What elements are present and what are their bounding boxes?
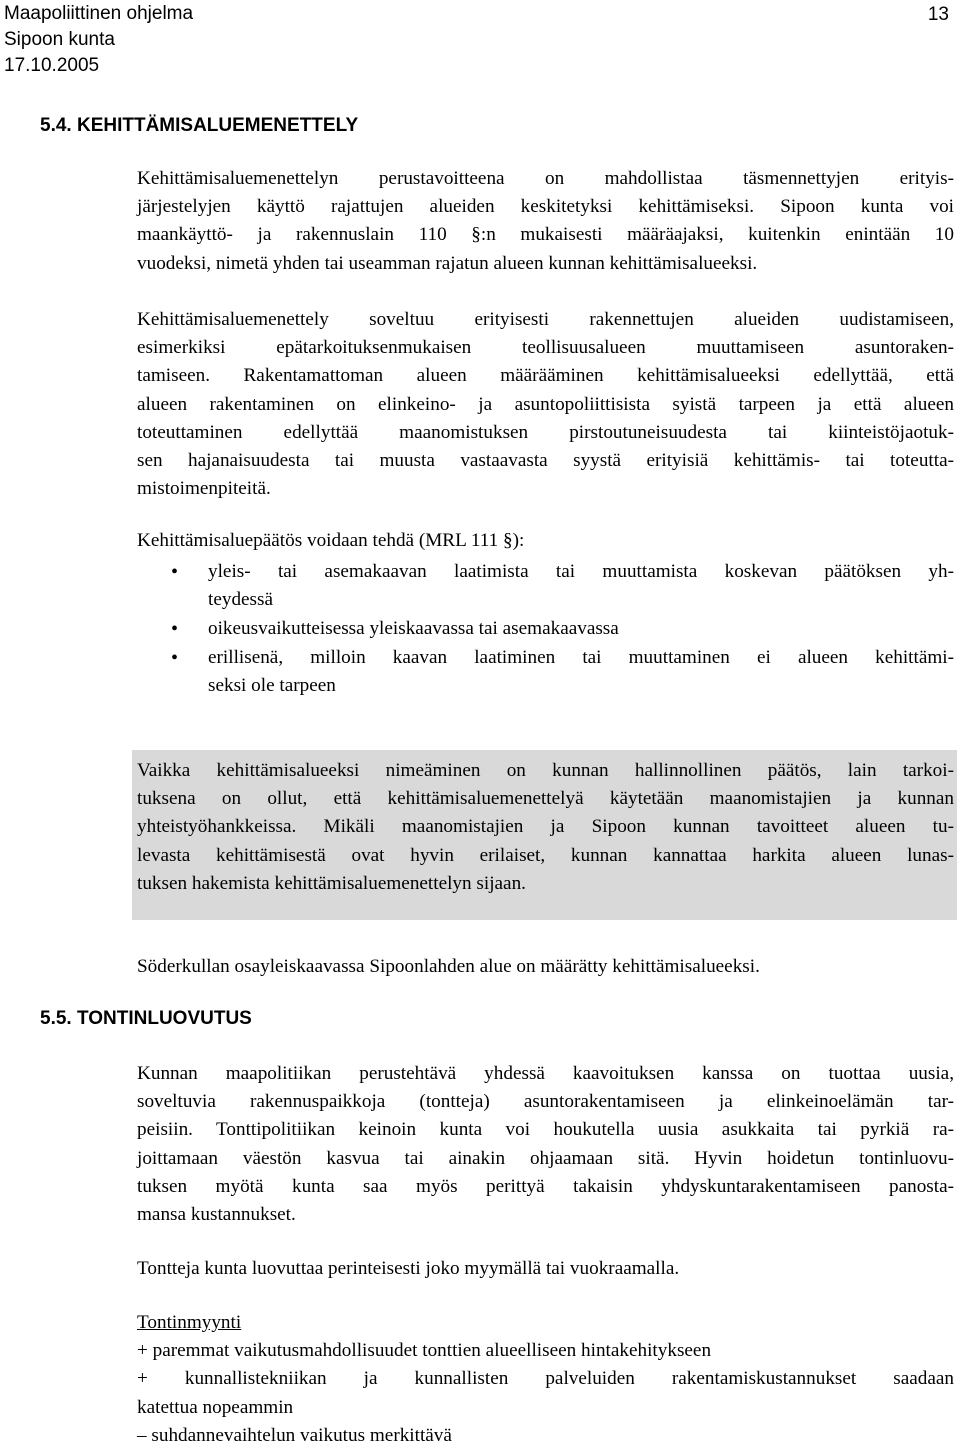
text-line: Kehittämisaluemenettelyn perustavoitteena on mahdollistaa täsmennettyjen erityis- <box>137 168 954 189</box>
text-line: Vaikka kehittämisalueeksi nimeäminen on kunnan hallinnollinen päätös, lain tarkoi- <box>137 760 954 781</box>
text-line: yleis- tai asemakaavan laatimista tai muuttamista koskevan päätöksen yh- <box>208 561 954 582</box>
text-line: vuodeksi, nimetä yhden tai useamman rajatun alueen kunnan kehittämisalueeksi. <box>137 252 758 274</box>
text-line: yhteistyöhankkeissa. Mikäli maanomistajien ja Sipoon kunnan tavoitteet alueen tu- <box>137 816 954 838</box>
text-line: tuksen hakemista kehittämisaluemenettelyn sijaan. <box>137 872 526 894</box>
text-line: tuksen myötä kunta saa myös perittyä takaisin yhdyskuntarakentamiseen panosta- <box>137 1175 954 1197</box>
header-date: 17.10.2005 <box>4 55 100 76</box>
text-line: levasta kehittämisestä ovat hyvin erilaiset, kunnan kannattaa harkita alueen lunas- <box>137 844 954 866</box>
text-line: toteuttaminen edellyttää maanomistuksen pirstoutuneisuudesta tai kiinteistöjaotuk- <box>137 421 954 443</box>
list-item: – suhdannevaihtelun vaikutus merkittävä <box>137 1424 452 1446</box>
text-line: erillisenä, milloin kaavan laatiminen tai muuttaminen ei alueen kehittämi- <box>208 647 954 668</box>
text-line: Kehittämisaluepäätös voidaan tehdä (MRL 111 §): <box>137 530 525 551</box>
text-line: peisiin. Tonttipolitiikan keinoin kunta voi houkutella uusia asukkaita tai pyrkiä ra- <box>137 1119 954 1141</box>
shaded-note-text <box>137 757 954 898</box>
text-line: esimerkiksi epätarkoituksenmukaisen teollisuusalueen muuttamiseen asuntoraken- <box>137 337 954 359</box>
section-5-5-heading: 5.5. TONTINLUOVUTUS <box>40 1008 252 1029</box>
header-organization: Sipoon kunta <box>4 29 115 50</box>
section-5-4-paragraph-2 <box>137 306 954 503</box>
text-line: alueen rakentaminen on elinkeino- ja asuntopoliittisista syistä tarpeen ja että alueen <box>137 393 954 415</box>
section-5-5-paragraph-2 <box>137 1255 954 1283</box>
bullet-icon: • <box>171 618 179 640</box>
text-line: tuksena on ollut, että kehittämisaluemenettelyä käytetään maanomistajien ja kunnan <box>137 788 954 810</box>
text-line: järjestelyjen käyttö rajattujen alueiden keskitetyksi kehittämiseksi. Sipoon kunta voi <box>137 196 954 218</box>
text-line: joittamaan väestön kasvua tai ainakin ohjaamaan sitä. Hyvin hoidetun tontinluovu- <box>137 1147 954 1169</box>
list-item: katettua nopeammin <box>137 1396 294 1418</box>
bullet-item <box>137 558 954 614</box>
bullet-item <box>137 615 954 643</box>
text-line: Kunnan maapolitiikan perustehtävä yhdessä kaavoituksen kanssa on tuottaa uusia, <box>137 1063 954 1084</box>
tontinmyynti-subheading: Tontinmyynti <box>137 1312 242 1333</box>
tontinmyynti-section <box>137 1309 954 1450</box>
text-line: Tontteja kunta luovuttaa perinteisesti joko myymällä tai vuokraamalla. <box>137 1258 680 1279</box>
text-line: teydessä <box>208 589 274 611</box>
list-item: + kunnallistekniikan ja kunnallisten palveluiden rakentamiskustannukset saadaan <box>137 1368 954 1390</box>
soderkulla-note <box>137 953 954 981</box>
text-line: seksi ole tarpeen <box>208 675 336 697</box>
bullet-icon: • <box>171 561 179 583</box>
bullet-item <box>137 644 954 700</box>
section-5-4-heading: 5.4. KEHITTÄMISALUEMENETTELY <box>40 115 359 136</box>
text-line: soveltuvia rakennuspaikkoja (tontteja) asuntorakentamiseen ja elinkeinoelämän tar- <box>137 1091 954 1113</box>
header-doc-title: Maapoliittinen ohjelma <box>4 3 194 24</box>
text-line: mansa kustannukset. <box>137 1204 296 1226</box>
decision-intro <box>137 527 954 555</box>
page-number: 13 <box>927 4 949 25</box>
text-line: Söderkullan osayleiskaavassa Sipoonlahden alue on määrätty kehittämisalueeksi. <box>137 956 760 977</box>
text-line: maankäyttö- ja rakennuslain 110 §:n mukaisesti määräajaksi, kuitenkin enintään 10 <box>137 224 954 246</box>
text-line: Kehittämisaluemenettely soveltuu erityisesti rakennettujen alueiden uudistamiseen, <box>137 309 954 330</box>
text-line: mistoimenpiteitä. <box>137 478 271 500</box>
text-line: oikeusvaikutteisessa yleiskaavassa tai asemakaavassa <box>208 618 619 639</box>
section-5-4-paragraph-1 <box>137 165 954 278</box>
section-5-5-paragraph-1 <box>137 1060 954 1229</box>
text-line: sen hajanaisuudesta tai muusta vastaavasta syystä erityisiä kehittämis- tai toteutta- <box>137 450 954 472</box>
list-item: + paremmat vaikutusmahdollisuudet tonttien alueelliseen hintakehitykseen <box>137 1340 712 1362</box>
text-line: tamiseen. Rakentamattoman alueen määrääminen kehittämisalueeksi edellyttää, että <box>137 365 954 387</box>
bullet-icon: • <box>171 647 179 669</box>
